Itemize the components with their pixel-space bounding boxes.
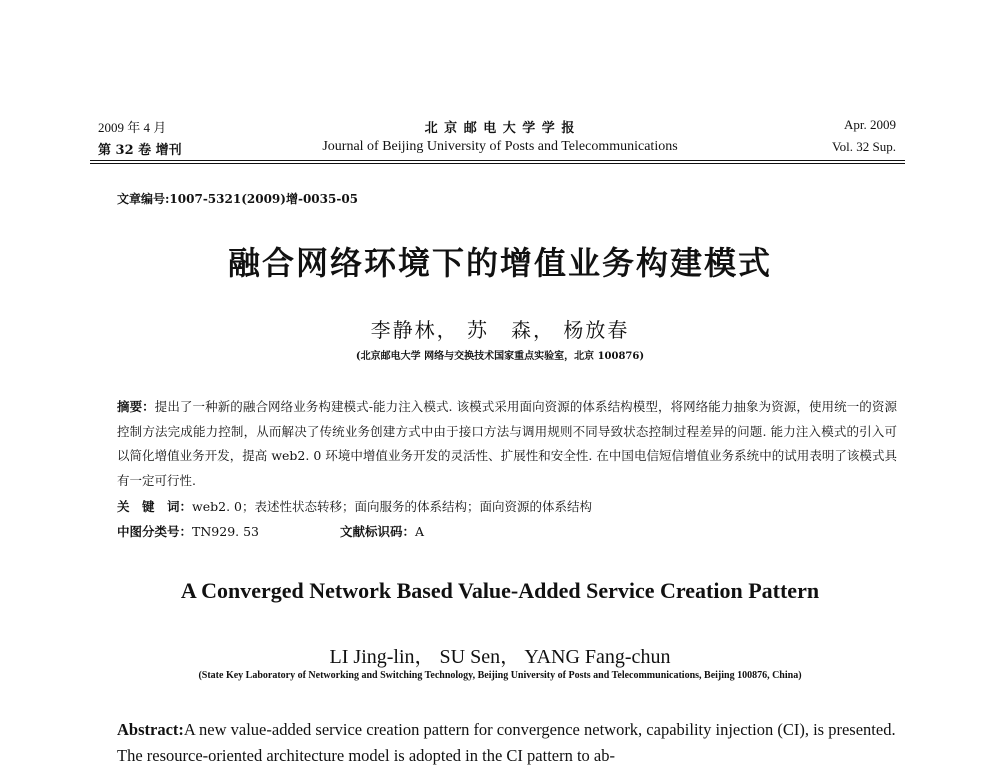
classification-line [117, 522, 259, 540]
abstract-cn-text: 提出了一种新的融合网络业务构建模式-能力注入模式. 该模式采用面向资源的体系结构模型，将网络能力抽象为资源，使用统一的资源控制方法完成能力控制，从而解决了传统业务创建方式中由于接口方法与调用规则不同导致状态控制过程差异的问题. 能力注入模式的引入可以简化增值业务开发，提高 web2. 0 环境中增值业务开发的灵活性、扩展性和安全性. 在中国电信短信增值业务系统中的试用表明了该模式具有一定可行性. [117, 399, 897, 488]
affiliation-cn: (北京邮电大学 网络与交换技术国家重点实验室，北京 100876) [355, 351, 645, 362]
header-journal-cn: 北 京 邮 电 大 学 学 报 [424, 121, 576, 136]
abstract-en-text: A new value-added service creation pattern for convergence network, capability injection (CI), is presented. The resource-oriented architecture model is adopted in the CI pattern to ab- [117, 720, 896, 765]
header-volume-en: Vol. 32 Sup. [831, 139, 896, 154]
keywords-line [117, 497, 592, 515]
abstract-cn [117, 395, 897, 493]
abstract-en-label: Abstract: [117, 720, 184, 739]
title-en: A Converged Network Based Value-Added Service Creation Pattern [180, 578, 820, 603]
affiliation-en: (State Key Laboratory of Networking and Switching Technology, Beijing University of Posts and Telecommunications, Beijing 100876, China) [198, 670, 802, 681]
doc-code-value: A [415, 524, 425, 539]
authors-cn: 李静林， 苏 森， 杨放春 [370, 318, 630, 342]
classification-value: TN929. 53 [192, 524, 260, 539]
header-date-cn: 2009 年 4 月 [98, 120, 167, 135]
authors-en: LI Jing-lin， SU Sen， YANG Fang-chun [329, 646, 671, 668]
title-cn: 融合网络环境下的增值业务构建模式 [227, 244, 772, 282]
header-volume-cn: 第 32 卷 增刊 [98, 143, 182, 158]
header-rule-bottom [90, 163, 905, 164]
abstract-en [117, 717, 897, 769]
header-journal-en: Journal of Beijing University of Posts and Telecommunications [322, 139, 678, 154]
classification-label: 中图分类号： [117, 524, 193, 539]
doc-code-line [340, 522, 424, 540]
header-date-en: Apr. 2009 [844, 117, 896, 132]
keywords-label: 关 键 词： [117, 499, 193, 514]
doc-code-label: 文献标识码： [340, 524, 416, 539]
abstract-cn-label: 摘要： [117, 399, 155, 414]
article-number: 文章编号:1007-5321(2009)增-0035-05 [117, 192, 359, 206]
header-rule-top [90, 160, 905, 161]
keywords-text: web2. 0；表述性状态转移；面向服务的体系结构；面向资源的体系结构 [192, 499, 592, 514]
